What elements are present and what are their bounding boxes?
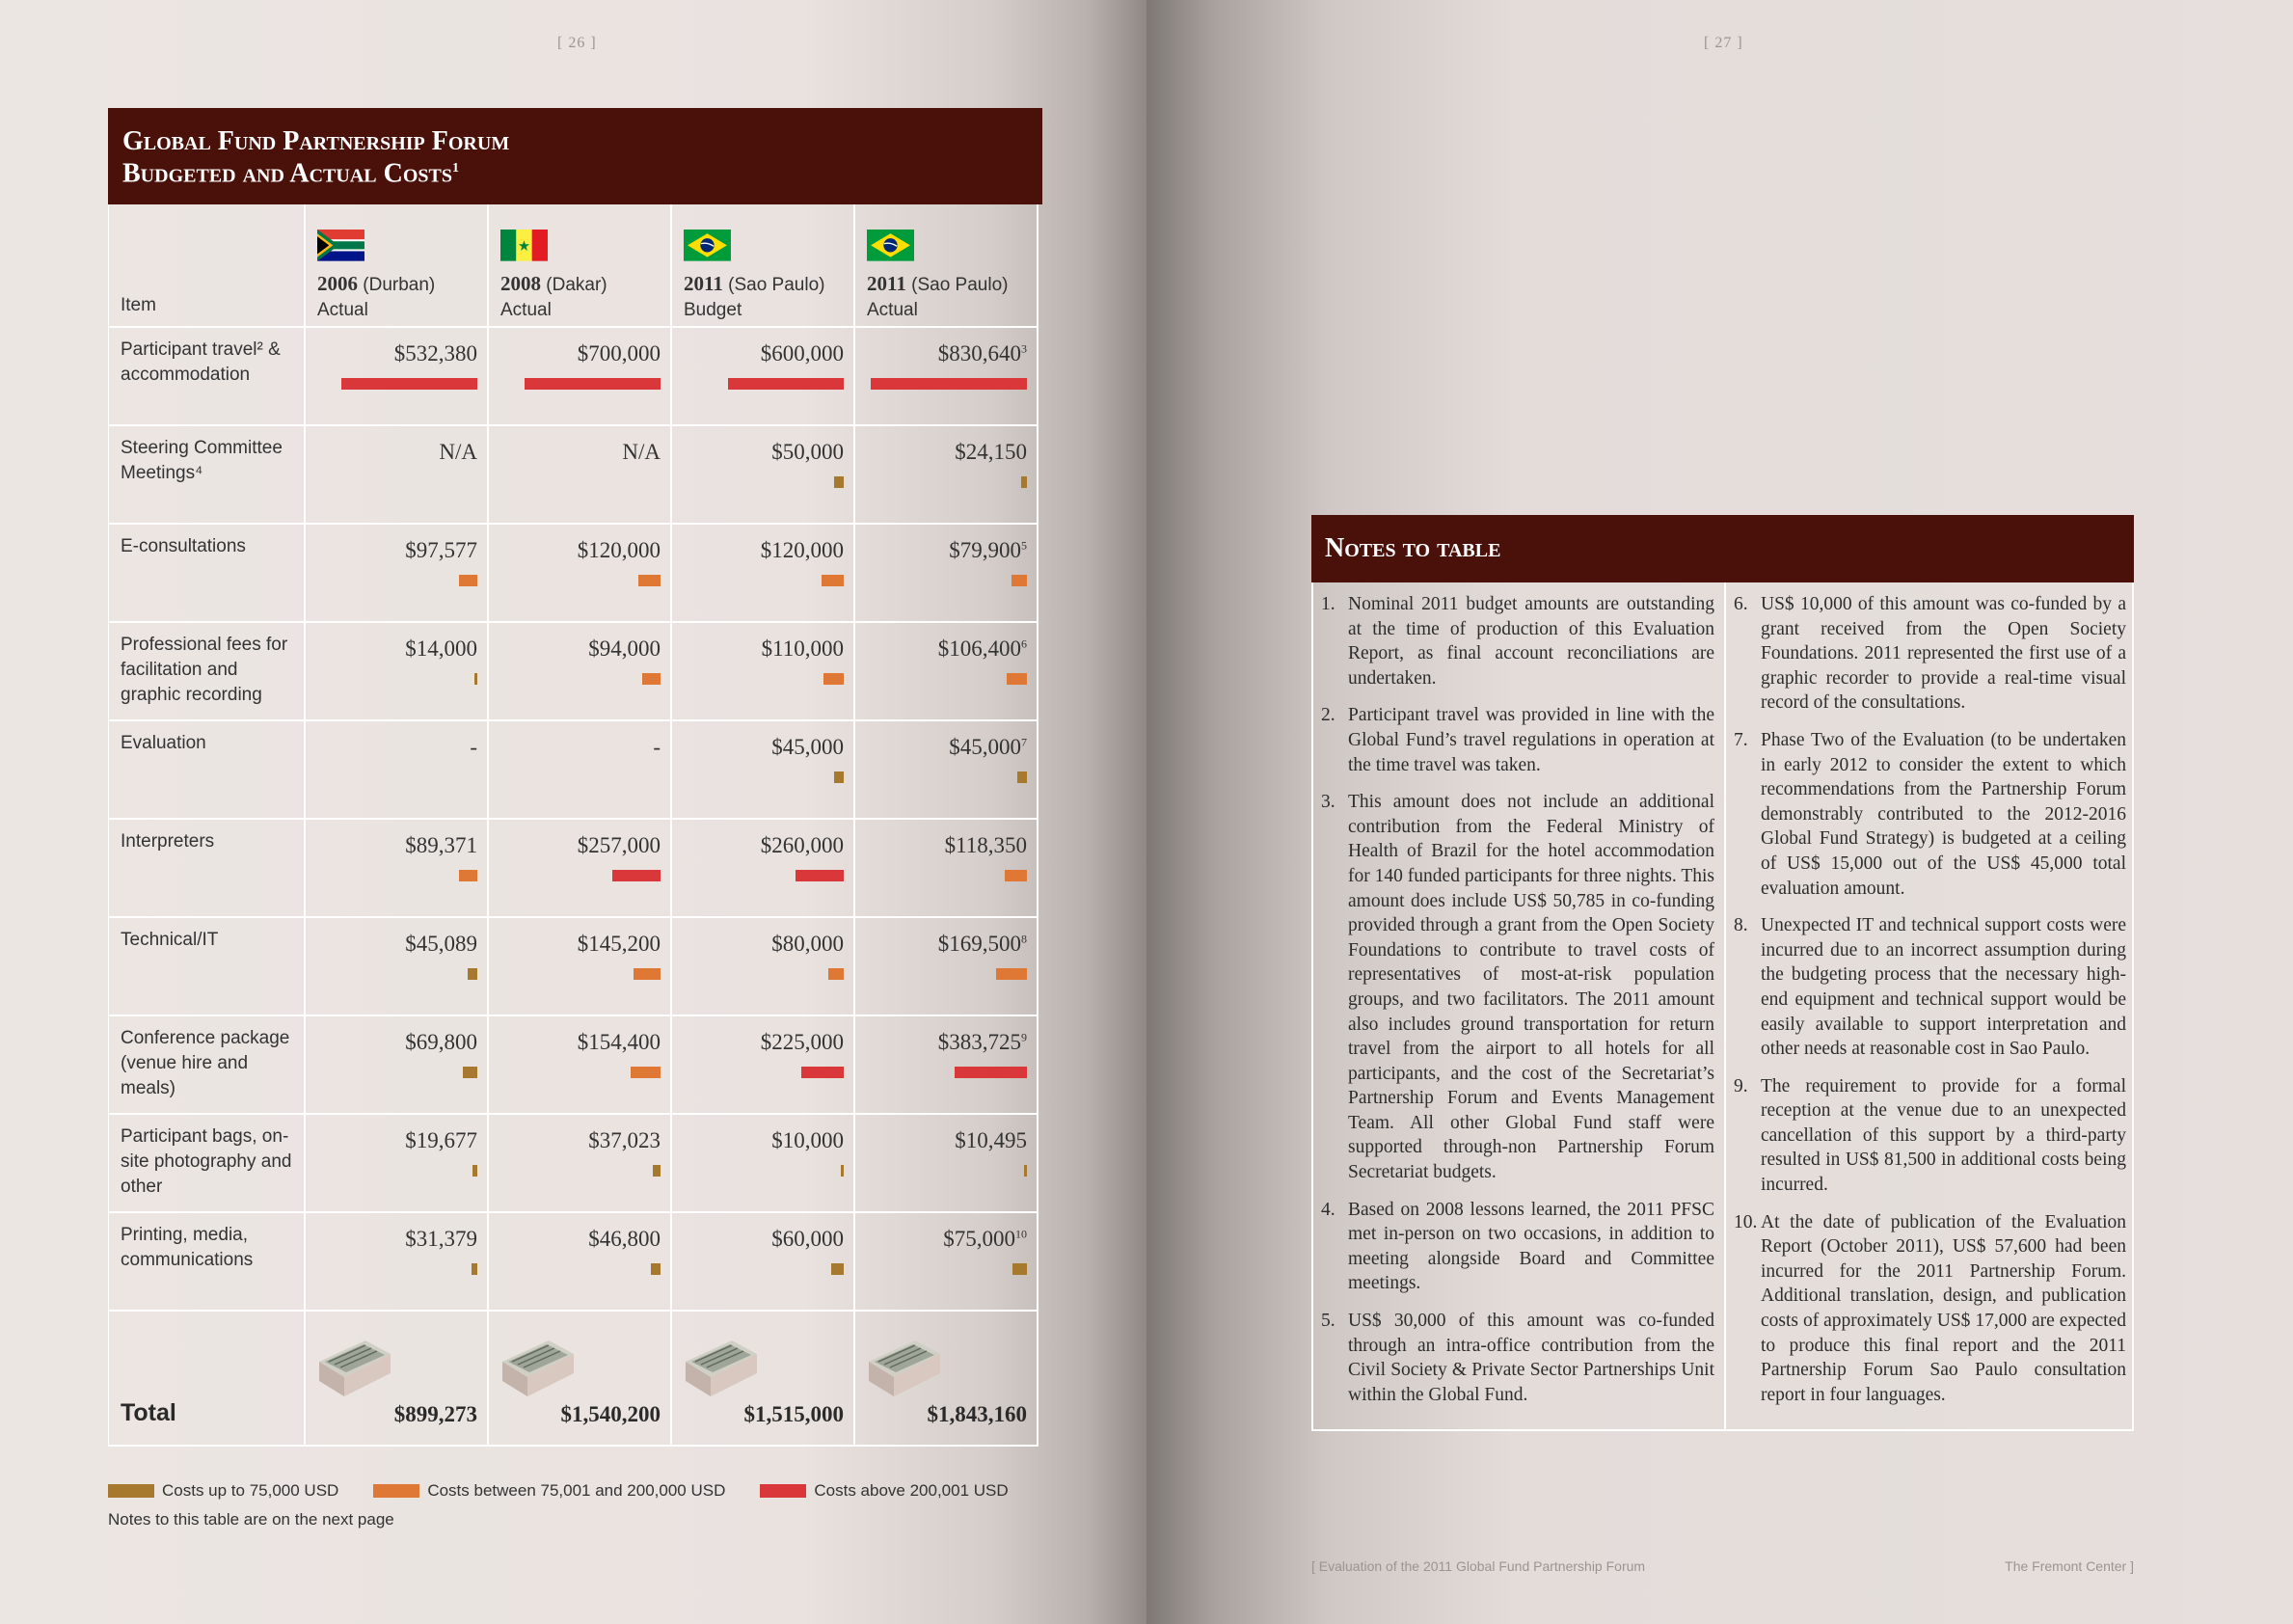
column-year: 2006 bbox=[317, 272, 358, 295]
cost-bar bbox=[871, 378, 1027, 390]
cost-bar bbox=[1005, 870, 1027, 881]
legend-swatch bbox=[373, 1484, 419, 1498]
note-item bbox=[1321, 790, 1714, 1185]
row-label: Printing, media, communications bbox=[121, 1225, 254, 1270]
page-number: [ 27 ] bbox=[1704, 35, 1743, 51]
note-text: This amount does not include an additional contribution from the Federal Ministry of Health of Brazil for the hotel accommodation for 140 funded participants for three nights. This amount does include US$ 50,785 in co-funding provided through a grant from the Open Society Foundations to contribute to travel costs of representatives of most-at-risk population groups, and two facilitators. The 2011 amount also includes ground transportation for return travel from the airport to all hotels for all participants, and the cost of the Secretariat’s Partnership Forum and Events Management Team. All other Global Fund staff were supported through-non Partnership Forum Secretariat budgets. bbox=[1348, 792, 1714, 1183]
cost-value bbox=[938, 341, 1027, 366]
cost-value bbox=[405, 1128, 477, 1153]
money-bricks-icon bbox=[682, 1333, 761, 1400]
cost-amount: $69,800 bbox=[405, 1030, 477, 1054]
legend-note: Notes to this table are on the next page bbox=[108, 1510, 394, 1529]
footnote-marker: 8 bbox=[1021, 932, 1027, 946]
cost-amount: $600,000 bbox=[760, 341, 844, 365]
cost-value bbox=[405, 932, 477, 957]
cost-value bbox=[470, 735, 477, 760]
cost-bar bbox=[1021, 476, 1027, 488]
table-cell bbox=[306, 1213, 489, 1312]
row-label: Interpreters bbox=[121, 831, 215, 852]
cost-bar bbox=[834, 476, 844, 488]
cost-value bbox=[622, 440, 661, 465]
cost-amount: $19,677 bbox=[405, 1128, 477, 1152]
table-cell bbox=[489, 1016, 672, 1115]
page-number: [ 26 ] bbox=[557, 35, 597, 51]
table-cell bbox=[306, 623, 489, 721]
footnote-marker: 5 bbox=[1021, 538, 1027, 553]
table-cell bbox=[489, 820, 672, 918]
legend-item bbox=[108, 1481, 338, 1501]
senegal-flag-icon bbox=[500, 230, 548, 259]
cost-bar bbox=[459, 575, 477, 586]
note-item bbox=[1321, 592, 1714, 690]
total-cell bbox=[855, 1312, 1039, 1447]
table-cell bbox=[672, 328, 855, 426]
note-text: US$ 30,000 of this amount was co-funded through an intra-office contribution from the Civil Society & Private Sector Partnerships Unit within the Global Fund. bbox=[1348, 1311, 1714, 1405]
cost-value bbox=[771, 932, 844, 957]
row-label-cell bbox=[109, 1213, 306, 1312]
note-number: 5. bbox=[1321, 1311, 1335, 1332]
cost-amount: $120,000 bbox=[577, 538, 661, 562]
table-cell bbox=[855, 328, 1039, 426]
cost-amount: $79,900 bbox=[949, 538, 1021, 562]
note-item bbox=[1734, 913, 2126, 1062]
cost-value bbox=[949, 538, 1027, 563]
note-text: Based on 2008 lessons learned, the 2011 PFSC met in-person on two occasions, in addition to meeting alongside Board and Committee meetings. bbox=[1348, 1199, 1714, 1294]
cost-value bbox=[955, 1128, 1027, 1153]
item-header: Item bbox=[121, 295, 156, 315]
notes-body bbox=[1311, 582, 2134, 1431]
table-cell bbox=[672, 1016, 855, 1115]
footnote-marker: 6 bbox=[1021, 636, 1027, 651]
note-number: 7. bbox=[1734, 729, 1748, 750]
cost-bar bbox=[1012, 575, 1027, 586]
table-cell bbox=[306, 328, 489, 426]
table-cell bbox=[672, 721, 855, 820]
cost-bar bbox=[525, 378, 661, 390]
column-header-cell bbox=[855, 204, 1039, 328]
table-cell bbox=[489, 426, 672, 525]
legend bbox=[108, 1481, 1043, 1501]
column-kind: Actual bbox=[867, 300, 918, 320]
cost-amount: $24,150 bbox=[955, 440, 1027, 464]
cost-value bbox=[578, 538, 661, 563]
legend-label: Costs up to 75,000 USD bbox=[162, 1481, 339, 1500]
cost-value bbox=[938, 1030, 1027, 1055]
money-bricks-icon bbox=[865, 1333, 944, 1400]
cost-bar bbox=[653, 1165, 661, 1177]
column-year: 2011 bbox=[867, 272, 906, 295]
cost-value bbox=[761, 341, 844, 366]
row-label-cell bbox=[109, 918, 306, 1016]
column-city: (Sao Paulo) bbox=[911, 275, 1009, 295]
note-text: At the date of publication of the Evaluation Report (October 2011), US$ 57,600 had been incurred for the 2011 Partnership Forum. Additional translation, design, and publication costs of approximately US$ 17,000 are expected to produce this final report and the 2011 Partnership Forum Sao Paulo consultation report in four languages. bbox=[1761, 1211, 2126, 1405]
cost-value bbox=[588, 1227, 661, 1252]
note-item bbox=[1734, 1210, 2126, 1408]
legend-label: Costs between 75,001 and 200,000 USD bbox=[427, 1481, 726, 1500]
cost-value bbox=[578, 932, 661, 957]
column-city: (Dakar) bbox=[546, 275, 607, 295]
cost-bar bbox=[468, 968, 477, 980]
row-label-cell bbox=[109, 328, 306, 426]
row-label: Evaluation bbox=[121, 733, 206, 753]
column-kind: Actual bbox=[317, 300, 368, 320]
note-number: 3. bbox=[1321, 792, 1335, 813]
table-cell bbox=[306, 426, 489, 525]
cost-amount: N/A bbox=[622, 440, 661, 464]
cost-value bbox=[771, 1227, 844, 1252]
cost-amount: $145,200 bbox=[577, 932, 661, 956]
cost-value bbox=[405, 1227, 477, 1252]
note-number: 8. bbox=[1734, 915, 1748, 936]
cost-bar bbox=[341, 378, 477, 390]
note-number: 1. bbox=[1321, 594, 1335, 614]
column-header bbox=[500, 230, 607, 323]
cost-amount: $120,000 bbox=[760, 538, 844, 562]
table-cell bbox=[855, 721, 1039, 820]
cost-bar bbox=[955, 1067, 1027, 1078]
cost-value bbox=[943, 1227, 1027, 1252]
legend-swatch bbox=[108, 1484, 154, 1498]
row-label: Participant bags, on-site photography and other bbox=[121, 1126, 292, 1197]
cost-bar bbox=[1017, 771, 1027, 783]
cost-value bbox=[394, 341, 477, 366]
legend-swatch bbox=[760, 1484, 806, 1498]
total-cell bbox=[672, 1312, 855, 1447]
item-header-cell bbox=[109, 204, 306, 328]
cost-value bbox=[405, 833, 477, 858]
cost-amount: $94,000 bbox=[588, 636, 661, 661]
cost-value bbox=[439, 440, 477, 465]
table-cell bbox=[855, 1016, 1039, 1115]
brazil-flag-icon bbox=[684, 230, 731, 259]
cost-bar bbox=[642, 673, 661, 685]
column-header bbox=[317, 230, 435, 323]
footnote-marker: 7 bbox=[1021, 735, 1027, 749]
cost-bar bbox=[728, 378, 844, 390]
note-item bbox=[1321, 703, 1714, 777]
note-item bbox=[1734, 728, 2126, 901]
total-label-cell bbox=[109, 1312, 306, 1447]
cost-amount: $97,577 bbox=[405, 538, 477, 562]
notes-title: Notes to table bbox=[1311, 515, 2134, 582]
left-page bbox=[0, 0, 1146, 1624]
table-cell bbox=[489, 918, 672, 1016]
table-cell bbox=[672, 623, 855, 721]
table-cell bbox=[672, 820, 855, 918]
column-year: 2008 bbox=[500, 272, 541, 295]
brazil-flag-icon bbox=[867, 230, 914, 259]
cost-amount: $31,379 bbox=[405, 1227, 477, 1251]
cost-value bbox=[405, 1030, 477, 1055]
note-number: 6. bbox=[1734, 594, 1748, 614]
cost-amount: $45,089 bbox=[405, 932, 477, 956]
note-text: The requirement to provide for a formal reception at the venue due to an unexpected cancellation of this support by a third-party resulted in US$ 81,500 in additional costs being incurred. bbox=[1761, 1075, 2126, 1196]
footnote-marker: 3 bbox=[1021, 341, 1027, 356]
row-label: Professional fees for facilitation and graphic recording bbox=[121, 635, 288, 705]
cost-bar bbox=[1012, 1263, 1027, 1275]
legend-label: Costs above 200,001 USD bbox=[814, 1481, 1009, 1500]
footnote-marker: 10 bbox=[1015, 1227, 1027, 1241]
cost-value bbox=[578, 833, 661, 858]
cost-amount: $50,000 bbox=[771, 440, 844, 464]
column-city: (Sao Paulo) bbox=[728, 275, 825, 295]
cost-value bbox=[938, 932, 1027, 957]
column-header-cell bbox=[306, 204, 489, 328]
column-kind: Actual bbox=[500, 300, 552, 320]
row-label-cell bbox=[109, 1016, 306, 1115]
table-cell bbox=[306, 721, 489, 820]
table-cell bbox=[489, 328, 672, 426]
cost-bar bbox=[651, 1263, 661, 1275]
column-year: 2011 bbox=[684, 272, 723, 295]
cost-bar bbox=[463, 1067, 477, 1078]
cost-amount: $383,725 bbox=[937, 1030, 1021, 1054]
column-header-cell bbox=[489, 204, 672, 328]
row-label-cell bbox=[109, 820, 306, 918]
cost-value bbox=[405, 538, 477, 563]
cost-amount: $46,800 bbox=[588, 1227, 661, 1251]
cost-amount: $700,000 bbox=[577, 341, 661, 365]
legend-item bbox=[760, 1481, 1008, 1501]
notes-panel bbox=[1311, 515, 2134, 1431]
column-city: (Durban) bbox=[363, 275, 436, 295]
cost-value bbox=[762, 636, 844, 662]
cost-bar bbox=[823, 673, 844, 685]
table-cell bbox=[672, 1213, 855, 1312]
cost-bar bbox=[834, 771, 844, 783]
cost-amount: $110,000 bbox=[761, 636, 844, 661]
cost-value bbox=[578, 1030, 661, 1055]
cost-value bbox=[955, 440, 1027, 465]
cost-amount: $45,000 bbox=[949, 735, 1021, 759]
table-cell bbox=[855, 623, 1039, 721]
row-label: E-consultations bbox=[121, 536, 246, 556]
footer-right: The Fremont Center ] bbox=[2005, 1558, 2134, 1574]
cost-amount: $60,000 bbox=[771, 1227, 844, 1251]
row-label: Technical/IT bbox=[121, 930, 219, 950]
table-cell bbox=[672, 918, 855, 1016]
table-cell bbox=[855, 918, 1039, 1016]
table-cell bbox=[672, 525, 855, 623]
total-value: $1,515,000 bbox=[743, 1402, 844, 1426]
money-bricks-icon bbox=[499, 1333, 578, 1400]
table-cell bbox=[489, 1115, 672, 1213]
cost-bar bbox=[634, 968, 661, 980]
south-africa-flag-icon bbox=[317, 230, 364, 259]
column-kind: Budget bbox=[684, 300, 742, 320]
note-item bbox=[1734, 592, 2126, 716]
cost-value bbox=[761, 538, 844, 563]
note-text: Unexpected IT and technical support costs were incurred due to an incorrect assumption during the budgeting process that the necessary high-end equipment and technical support would be easily available to support interpretation and other needs at reasonable cost in Sao Paulo. bbox=[1761, 915, 2126, 1060]
cost-value bbox=[945, 833, 1027, 858]
note-text: Phase Two of the Evaluation (to be undertaken in early 2012 to consider the extent to which recommendations from the Partnership Forum demonstrably contributed to the 2012-2016 Global Fund Strategy) is budgeted at a ceiling of US$ 15,000 out of the US$ 45,000 total evaluation amount. bbox=[1761, 729, 2126, 899]
row-label: Participant travel² & accommodation bbox=[121, 339, 281, 385]
total-value: $1,843,160 bbox=[927, 1402, 1027, 1426]
cost-value bbox=[761, 1030, 844, 1055]
cost-bar bbox=[638, 575, 661, 586]
table-grid bbox=[108, 204, 1042, 1447]
total-cell bbox=[489, 1312, 672, 1447]
cost-amount: - bbox=[653, 735, 661, 759]
cost-amount: $260,000 bbox=[760, 833, 844, 857]
table-cell bbox=[855, 525, 1039, 623]
cost-value bbox=[588, 636, 661, 662]
cost-amount: - bbox=[470, 735, 477, 759]
cost-bar bbox=[831, 1263, 844, 1275]
cost-bar bbox=[472, 1263, 477, 1275]
cost-amount: $106,400 bbox=[937, 636, 1021, 661]
legend-item bbox=[373, 1481, 725, 1501]
note-number: 9. bbox=[1734, 1075, 1748, 1096]
table-title: Global Fund Partnership Forum Budgeted and Actual Costs$^1$ bbox=[108, 108, 1042, 204]
row-label-cell bbox=[109, 623, 306, 721]
cost-bar bbox=[472, 1165, 477, 1177]
cost-bar bbox=[474, 673, 477, 685]
cost-amount: $257,000 bbox=[577, 833, 661, 857]
cost-bar bbox=[822, 575, 844, 586]
total-label: Total bbox=[121, 1399, 176, 1426]
cost-bar bbox=[996, 968, 1027, 980]
table-cell bbox=[306, 1016, 489, 1115]
table-cell bbox=[306, 918, 489, 1016]
table-cell bbox=[855, 1213, 1039, 1312]
table-cell bbox=[672, 1115, 855, 1213]
cost-value bbox=[653, 735, 661, 760]
table-cell bbox=[489, 525, 672, 623]
note-text: US$ 10,000 of this amount was co-funded by a grant received from the Open Society Foundations. 2011 represented the first use of a graphic recorder to provide a real-time visual record of the consultations. bbox=[1761, 594, 2126, 714]
cost-amount: $10,495 bbox=[955, 1128, 1027, 1152]
cost-amount: N/A bbox=[439, 440, 477, 464]
row-label: Steering Committee Meetings⁴ bbox=[121, 438, 283, 483]
footnote-marker: 9 bbox=[1021, 1030, 1027, 1044]
table-cell bbox=[855, 426, 1039, 525]
table-cell bbox=[489, 623, 672, 721]
cost-amount: $169,500 bbox=[937, 932, 1021, 956]
note-item bbox=[1734, 1074, 2126, 1198]
column-header-cell bbox=[672, 204, 855, 328]
note-number: 10. bbox=[1734, 1211, 1758, 1232]
cost-value bbox=[771, 1128, 844, 1153]
notes-column-left bbox=[1313, 582, 1724, 1429]
cost-value bbox=[578, 341, 661, 366]
cost-value bbox=[771, 440, 844, 465]
cost-value bbox=[949, 735, 1027, 760]
note-item bbox=[1321, 1198, 1714, 1296]
row-label-cell bbox=[109, 426, 306, 525]
notes-column-right bbox=[1724, 582, 2136, 1429]
cost-value bbox=[771, 735, 844, 760]
table-cell bbox=[672, 426, 855, 525]
total-cell bbox=[306, 1312, 489, 1447]
cost-amount: $37,023 bbox=[588, 1128, 661, 1152]
total-value: $899,273 bbox=[393, 1402, 477, 1426]
cost-amount: $154,400 bbox=[577, 1030, 661, 1054]
cost-amount: $89,371 bbox=[405, 833, 477, 857]
cost-value bbox=[588, 1128, 661, 1153]
cost-value bbox=[761, 833, 844, 858]
cost-amount: $45,000 bbox=[771, 735, 844, 759]
cost-bar bbox=[612, 870, 661, 881]
cost-bar bbox=[841, 1165, 844, 1177]
cost-bar bbox=[801, 1067, 844, 1078]
note-number: 2. bbox=[1321, 705, 1335, 726]
cost-bar bbox=[459, 870, 477, 881]
note-text: Nominal 2011 budget amounts are outstanding at the time of production of this Evaluation Report, as final account reconciliations are undertaken. bbox=[1348, 594, 1714, 689]
cost-amount: $830,640 bbox=[937, 341, 1021, 365]
note-number: 4. bbox=[1321, 1199, 1335, 1220]
table-cell bbox=[855, 820, 1039, 918]
note-item bbox=[1321, 1309, 1714, 1407]
cost-amount: $75,000 bbox=[943, 1227, 1015, 1251]
cost-bar bbox=[1024, 1165, 1027, 1177]
cost-amount: $225,000 bbox=[760, 1030, 844, 1054]
total-value: $1,540,200 bbox=[560, 1402, 661, 1426]
row-label-cell bbox=[109, 525, 306, 623]
column-header bbox=[867, 230, 1008, 323]
row-label-cell bbox=[109, 1115, 306, 1213]
cost-bar bbox=[631, 1067, 661, 1078]
table-cell bbox=[306, 1115, 489, 1213]
row-label-cell bbox=[109, 721, 306, 820]
row-label: Conference package (venue hire and meals) bbox=[121, 1028, 290, 1098]
table-cell bbox=[855, 1115, 1039, 1213]
cost-amount: $10,000 bbox=[771, 1128, 844, 1152]
table-cell bbox=[306, 820, 489, 918]
cost-amount: $532,380 bbox=[393, 341, 477, 365]
note-text: Participant travel was provided in line with the Global Fund’s travel regulations in operation at the time travel was taken. bbox=[1348, 705, 1714, 775]
money-bricks-icon bbox=[315, 1333, 394, 1400]
cost-value bbox=[938, 636, 1027, 662]
column-header bbox=[684, 230, 824, 323]
table-cell bbox=[489, 721, 672, 820]
cost-bar bbox=[828, 968, 844, 980]
cost-amount: $118,350 bbox=[944, 833, 1027, 857]
cost-bar bbox=[796, 870, 844, 881]
cost-amount: $80,000 bbox=[771, 932, 844, 956]
footer-left: [ Evaluation of the 2011 Global Fund Partnership Forum bbox=[1311, 1558, 1646, 1574]
cost-value bbox=[405, 636, 477, 662]
cost-amount: $14,000 bbox=[405, 636, 477, 661]
table-cell bbox=[489, 1213, 672, 1312]
cost-bar bbox=[1007, 673, 1027, 685]
table-cell bbox=[306, 525, 489, 623]
cost-table bbox=[108, 108, 1042, 1447]
